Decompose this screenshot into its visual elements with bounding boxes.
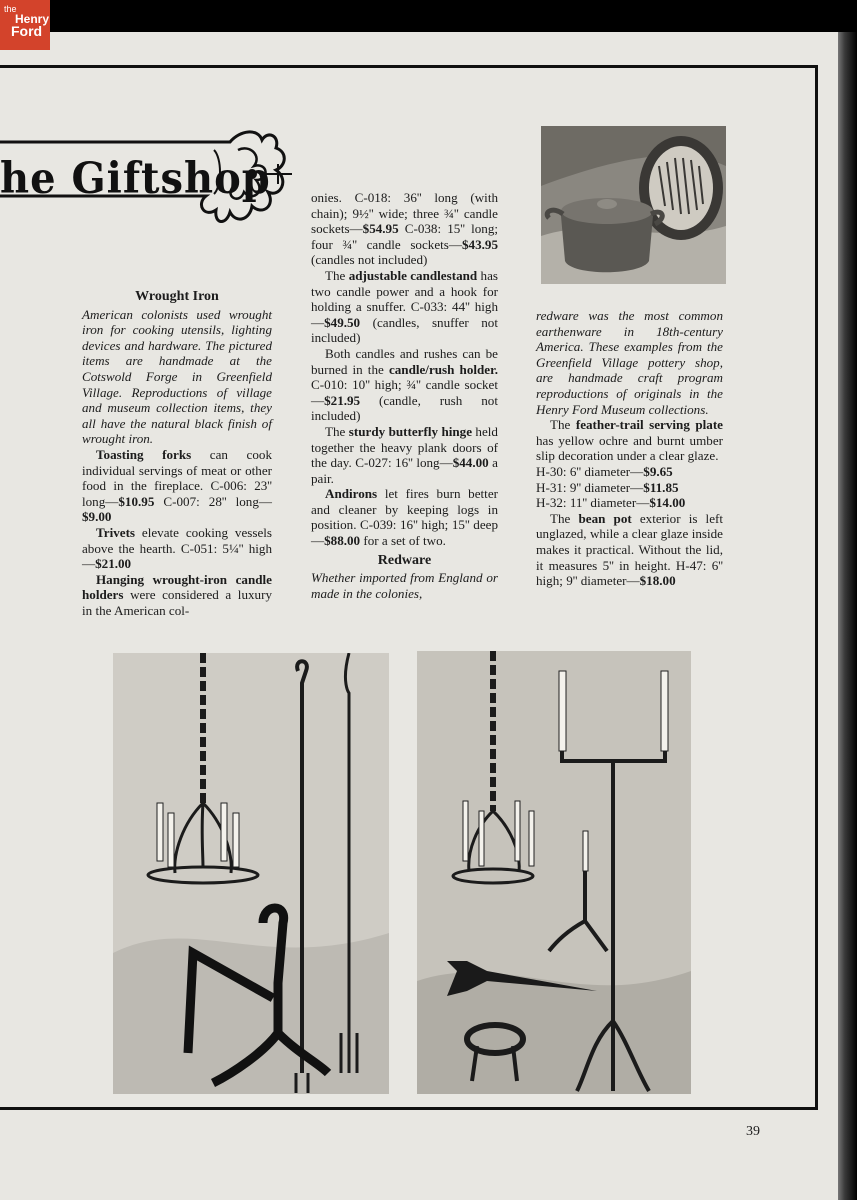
page-edge-shadow <box>838 32 857 1200</box>
candle-holders-continued <box>311 190 498 268</box>
price: $18.00 <box>639 573 676 589</box>
logo-the: the <box>4 4 17 14</box>
redware-intro-text: Whether imported from England or made in the colonies, <box>311 570 498 601</box>
price: $88.00 <box>324 533 361 549</box>
henry-ford-logo[interactable] <box>0 0 50 50</box>
intro-text: American colonists used wrought iron for cooking utensils, lighting devices and hardware. The pictured items are handmade at the Cotswold Forge in Greenfield Village. Reproductions of village and museum collection items, they all have the natural black finish of wrought iron. <box>82 306 272 447</box>
text: onies. C-018: 36'' long (with chain); 9½'' wide; three ¾'' candle sockets— <box>311 190 498 237</box>
text: held together the heavy plank doors of the day. C-027: 16'' long— <box>311 423 498 471</box>
item-h32 <box>536 495 723 511</box>
toasting-forks-text: can cook individual servings of meat or other food in the fireplace. C-006: 23'' long— <box>82 446 273 509</box>
wrought-iron-photo-right <box>417 651 691 1094</box>
title-banner <box>0 100 300 250</box>
heading-wrought-iron: Wrought Iron <box>135 289 219 304</box>
text: The <box>550 510 579 526</box>
price: $21.00 <box>95 556 132 572</box>
page-number: 39 <box>746 1124 760 1139</box>
trivets-text: elevate cooking vessels above the hearth. C-051: 5¼'' high— <box>82 524 272 572</box>
rush-holder-name: candle/rush holder. <box>388 361 498 377</box>
price: $21.95 <box>324 392 361 408</box>
redware-photo <box>541 126 726 284</box>
page-title: he Giftshop <box>0 153 271 204</box>
text: let fires burn better and cleaner by keeping logs in position. C-039: 16'' high; 15'' deep— <box>311 486 498 549</box>
toasting-forks-name: Toasting forks <box>96 446 192 462</box>
column-1 <box>82 289 272 618</box>
text: H-31: 9'' diameter— <box>536 479 644 495</box>
toasting-forks-text-2: C-007: 28'' long— <box>154 493 272 509</box>
candle-holders-paragraph <box>82 572 272 619</box>
heading-redware: Redware <box>377 552 432 568</box>
hinge-paragraph <box>311 424 498 486</box>
serving-plate-name: feather-trail serving plate <box>575 417 723 433</box>
item-h31 <box>536 480 723 496</box>
trivets-name: Trivets <box>96 524 136 540</box>
redware-intro <box>311 570 498 601</box>
wrought-iron-photo-left <box>113 653 389 1094</box>
text: C-038: 15'' long; four ¾'' candle sockets— <box>311 221 498 252</box>
text: The <box>325 267 349 283</box>
candle-holders-name: Hanging wrought-iron candle holders <box>82 571 272 603</box>
price: $9.00 <box>82 509 112 525</box>
price: $14.00 <box>649 495 686 511</box>
text: The <box>550 417 576 433</box>
serving-plate-paragraph <box>536 417 723 464</box>
text: H-30: 6'' diameter— <box>536 463 644 479</box>
text: for a set of two. <box>360 533 446 549</box>
text: H-32: 11'' diameter— <box>536 495 650 511</box>
andirons-paragraph <box>311 486 498 548</box>
andirons-name: Andirons <box>325 486 378 502</box>
rush-holder-paragraph <box>311 346 498 424</box>
redware-text: redware was the most common earthenware in 18th-century America. These examples from the Greenfield Village pottery shop, are handmade craft program reproductions of originals in the Henry Ford Museum collections. <box>536 308 723 417</box>
logo-henry: Henry <box>15 12 50 26</box>
price: $11.85 <box>643 479 679 495</box>
price: $10.95 <box>118 493 155 509</box>
trivets-paragraph <box>82 525 272 572</box>
text: (candle, rush not included) <box>311 392 498 424</box>
text: a pair. <box>311 455 498 486</box>
candle-holders-text: were considered a luxury in the American col- <box>82 587 272 618</box>
text: has yellow ochre and burnt umber slip decoration under a clear glaze. <box>536 432 723 464</box>
text: has two candle power and a hook for holding a snuffer. C-033: 44'' high— <box>311 267 498 330</box>
price: $43.95 <box>461 236 498 252</box>
price: $54.95 <box>362 221 399 237</box>
text: Both candles and rushes can be burned in the <box>311 345 498 377</box>
candlestand-paragraph <box>311 268 498 346</box>
price: $9.65 <box>643 463 673 479</box>
column-3 <box>536 308 723 589</box>
item-h30 <box>536 464 723 480</box>
logo-ford: Ford <box>11 23 43 39</box>
toasting-forks-paragraph <box>82 447 272 525</box>
text: C-010: 10'' high; ¾'' candle socket— <box>311 377 498 408</box>
redware-continued <box>536 308 723 417</box>
text: (candles, snuffer not included) <box>311 314 498 346</box>
bean-pot-name: bean pot <box>578 510 632 526</box>
text: The <box>325 423 349 439</box>
candlestand-name: adjustable candlestand <box>348 267 478 283</box>
hinge-name: sturdy butterfly hinge <box>348 423 473 439</box>
intro-paragraph <box>82 307 272 447</box>
bean-pot-paragraph <box>536 511 723 589</box>
price: $49.50 <box>324 314 361 330</box>
price: $44.00 <box>452 455 489 471</box>
text: exterior is left unglazed, while a clear glaze inside makes it practical. Without the lid, it measures 5'' in height. H-47: 6'' high; 9'' diameter— <box>536 510 723 589</box>
text: (candles not included) <box>311 252 428 268</box>
column-2 <box>311 190 498 601</box>
